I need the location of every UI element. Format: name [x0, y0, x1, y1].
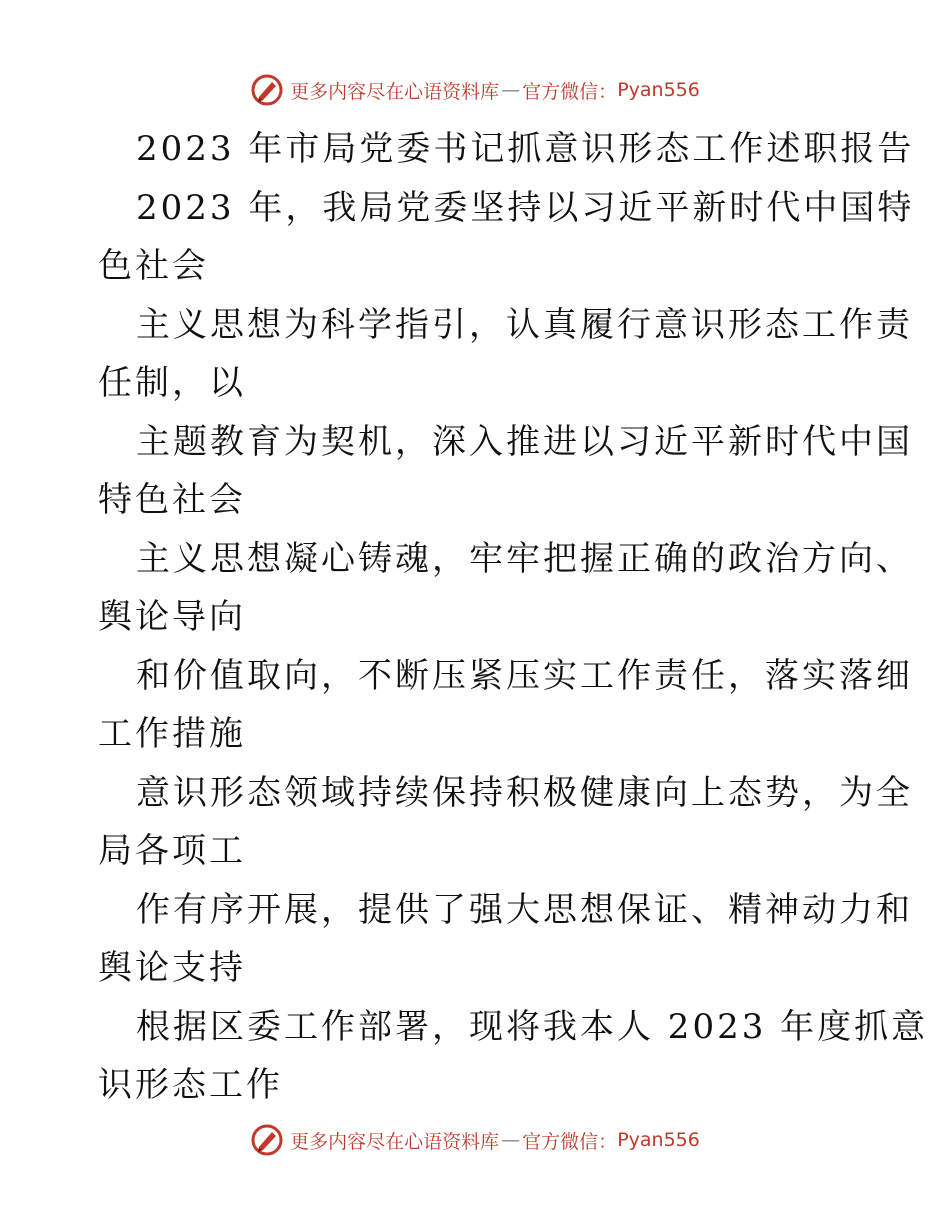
paragraph-line: 舆论导向	[98, 597, 246, 637]
pen-seal-icon	[250, 73, 284, 107]
watermark-wechat-id: Pyan556	[617, 79, 700, 101]
paragraph-line: 作有序开展，提供了强大思想保证、精神动力和	[136, 889, 913, 930]
paragraph-line: 和价值取向，不断压紧压实工作责任，落实落细	[136, 655, 913, 696]
paragraph-line: 根据区委工作部署，现将我本人 2023 年度抓意	[136, 1006, 929, 1047]
paragraph-line: 特色社会	[98, 480, 246, 520]
watermark-banner-top	[0, 70, 950, 110]
document-title: 2023 年市局党委书记抓意识形态工作述职报告	[136, 129, 915, 169]
watermark-wechat-label: 官方微信：	[522, 1130, 618, 1153]
watermark-banner-bottom	[0, 1120, 950, 1160]
paragraph-line: 意识形态领域持续保持积极健康向上态势，为全	[136, 772, 913, 813]
watermark-brand-text: 更多内容尽在心语资料库	[290, 1130, 500, 1153]
watermark-wechat-label: 官方微信：	[522, 80, 618, 103]
paragraph-line: 主义思想为科学指引，认真履行意识形态工作责	[136, 304, 913, 345]
paragraph-line: 色社会	[98, 246, 209, 286]
paragraph-line: 主义思想凝心铸魂，牢牢把握正确的政治方向、	[136, 538, 913, 579]
watermark-separator: —	[501, 1129, 521, 1151]
watermark-brand-text: 更多内容尽在心语资料库	[290, 80, 500, 103]
paragraph-line: 主题教育为契机，深入推进以习近平新时代中国	[136, 421, 913, 462]
paragraph-line: 任制，以	[98, 363, 246, 403]
paragraph-line: 识形态工作	[98, 1065, 283, 1105]
paragraph-line: 工作措施	[98, 714, 246, 754]
paragraph-line: 舆论支持	[98, 948, 246, 988]
pen-seal-icon	[250, 1123, 284, 1157]
paragraph-line: 局各项工	[98, 831, 246, 871]
watermark-separator: —	[501, 79, 521, 101]
watermark-wechat-id: Pyan556	[617, 1129, 700, 1151]
paragraph-line: 2023 年，我局党委坚持以习近平新时代中国特	[136, 187, 915, 228]
document-body	[98, 120, 929, 1115]
